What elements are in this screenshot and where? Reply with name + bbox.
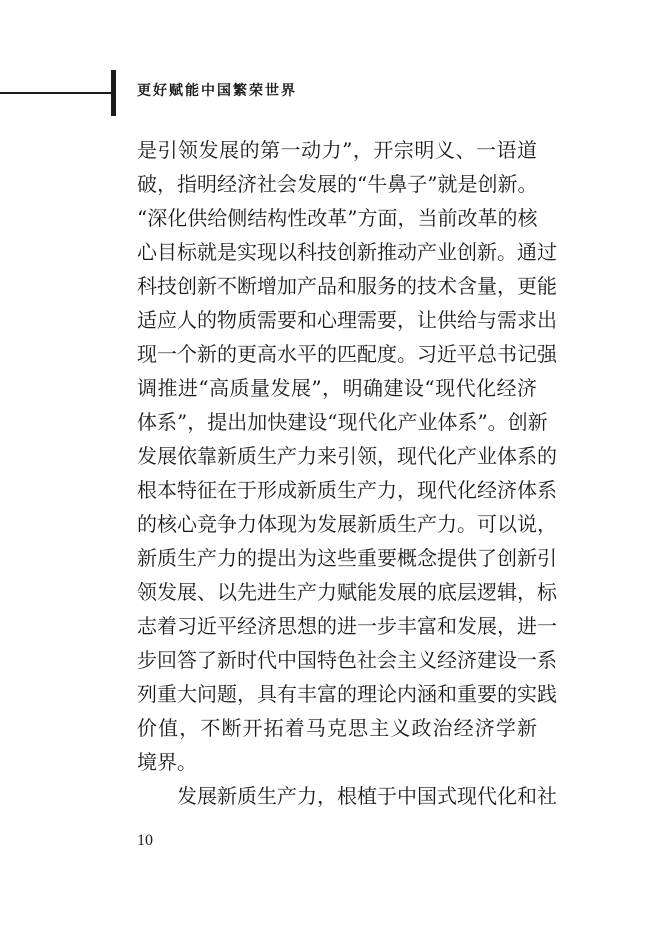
text-line: 的核心竞争力体现为发展新质生产力。可以说， xyxy=(137,512,557,536)
text-line: 价值，不断开拓着马克思主义政治经济学新 xyxy=(137,716,537,740)
text-line-paragraph-start: 发展新质生产力，根植于中国式现代化和社 xyxy=(177,784,557,808)
text-line: “深化供给侧结构性改革”方面，当前改革的核 xyxy=(137,206,538,230)
text-line: 志着习近平经济思想的进一步丰富和发展，进一 xyxy=(137,614,557,638)
text-line-paragraph-end: 境界。 xyxy=(137,750,197,774)
text-line: 调推进“高质量发展”，明确建设“现代化经济 xyxy=(137,376,537,400)
text-line: 现一个新的更高水平的匹配度。习近平总书记强 xyxy=(137,342,557,366)
text-line: 列重大问题，具有丰富的理论内涵和重要的实践 xyxy=(137,682,557,706)
body-text xyxy=(137,133,557,813)
text-line: 领发展、以先进生产力赋能发展的底层逻辑，标 xyxy=(137,580,557,604)
header-rule-horizontal xyxy=(0,92,113,94)
page-number: 10 xyxy=(137,832,153,849)
running-head-title: 更好赋能中国繁荣世界 xyxy=(137,83,297,99)
text-line: 心目标就是实现以科技创新推动产业创新。通过 xyxy=(137,240,557,264)
text-line: 适应人的物质需要和心理需要，让供给与需求出 xyxy=(137,308,557,332)
text-line: 新质生产力的提出为这些重要概念提供了创新引 xyxy=(137,546,557,570)
text-line: 科技创新不断增加产品和服务的技术含量，更能 xyxy=(137,274,557,298)
text-line: 步回答了新时代中国特色社会主义经济建设一系 xyxy=(137,648,557,672)
text-line: 根本特征在于形成新质生产力，现代化经济体系 xyxy=(137,478,557,502)
text-line: 破，指明经济社会发展的“牛鼻子”就是创新。 xyxy=(137,172,538,196)
text-line: 是引领发展的第一动力”，开宗明义、一语道 xyxy=(137,138,537,162)
header-rule-vertical xyxy=(111,70,116,116)
text-line: 体系”，提出加快建设“现代化产业体系”。创新 xyxy=(137,410,548,434)
text-line: 发展依靠新质生产力来引领，现代化产业体系的 xyxy=(137,444,557,468)
